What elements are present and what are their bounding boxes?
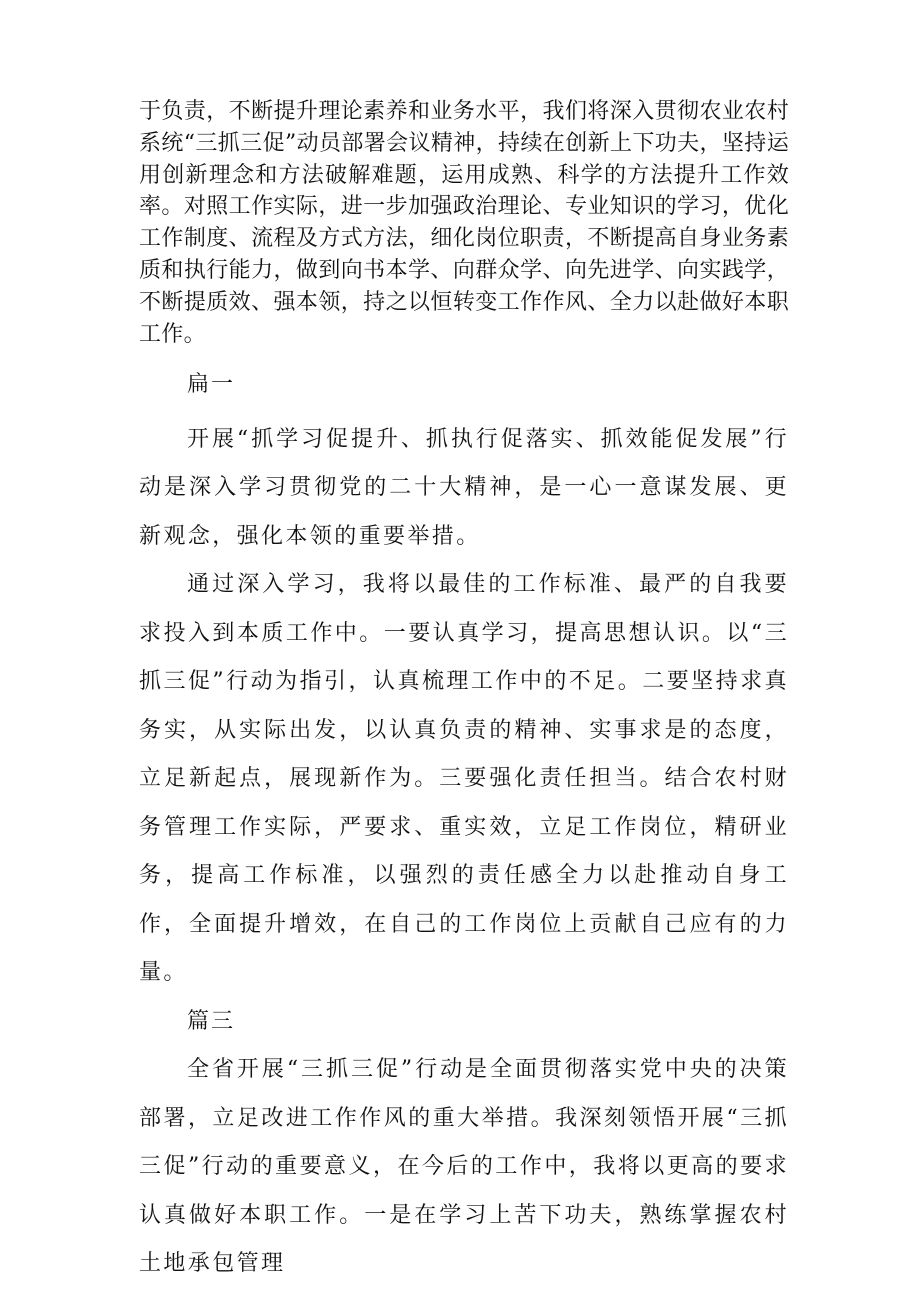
intro-paragraph: 于负责，不断提升理论素养和业务水平，我们将深入贯彻农业农村系统“三抓三促”动员部署会议精神，持续在创新上下功夫，坚持运用创新理念和方法破解难题，运用成熟、科学的方法提升工作效率。对照工作实际，进一步加强政治理论、专业知识的学习，优化工作制度、流程及方式方法，细化岗位职责，不断提高自身业务素质和执行能力，做到向书本学、向群众学、向先进学、向实践学，不断提质效、强本领，持之以恒转变工作作风、全力以赴做好本职工作。 <box>139 99 789 347</box>
section-heading-three: 篇三 <box>187 1008 236 1034</box>
section-heading-one: 扁一 <box>187 372 236 398</box>
spacer <box>139 350 789 361</box>
section-three-paragraph-1: 全省开展“三抓三促”行动是全面贯彻落实党中央的决策部署，立足改进工作作风的重大举措。我深刻领悟开展“三抓三促”行动的重要意义，在今后的工作中，我将以更高的要求认真做好本职工作。一是在学习上苦下功夫，熟练掌握农村土地承包管理 <box>139 1057 789 1277</box>
section-one-paragraph-1: 开展“抓学习促提升、抓执行促落实、抓效能促发展”行动是深入学习贯彻党的二十大精神，是一心一意谋发展、更新观念，强化本领的重要举措。 <box>139 426 789 549</box>
section-one-paragraph-2: 通过深入学习，我将以最佳的工作标准、最严的自我要求投入到本质工作中。一要认真学习，提高思想认识。以“三抓三促”行动为指引，认真梳理工作中的不足。二要坚持求真务实，从实际出发，以认真负责的精神、实事求是的态度，立足新起点，展现新作为。三要强化责任担当。结合农村财务管理工作实际，严要求、重实效，立足工作岗位，精研业务，提高工作标准，以强烈的责任感全力以赴推动自身工作，全面提升增效，在自己的工作岗位上贡献自己应有的力量。 <box>139 572 789 986</box>
document-body <box>139 96 789 1289</box>
